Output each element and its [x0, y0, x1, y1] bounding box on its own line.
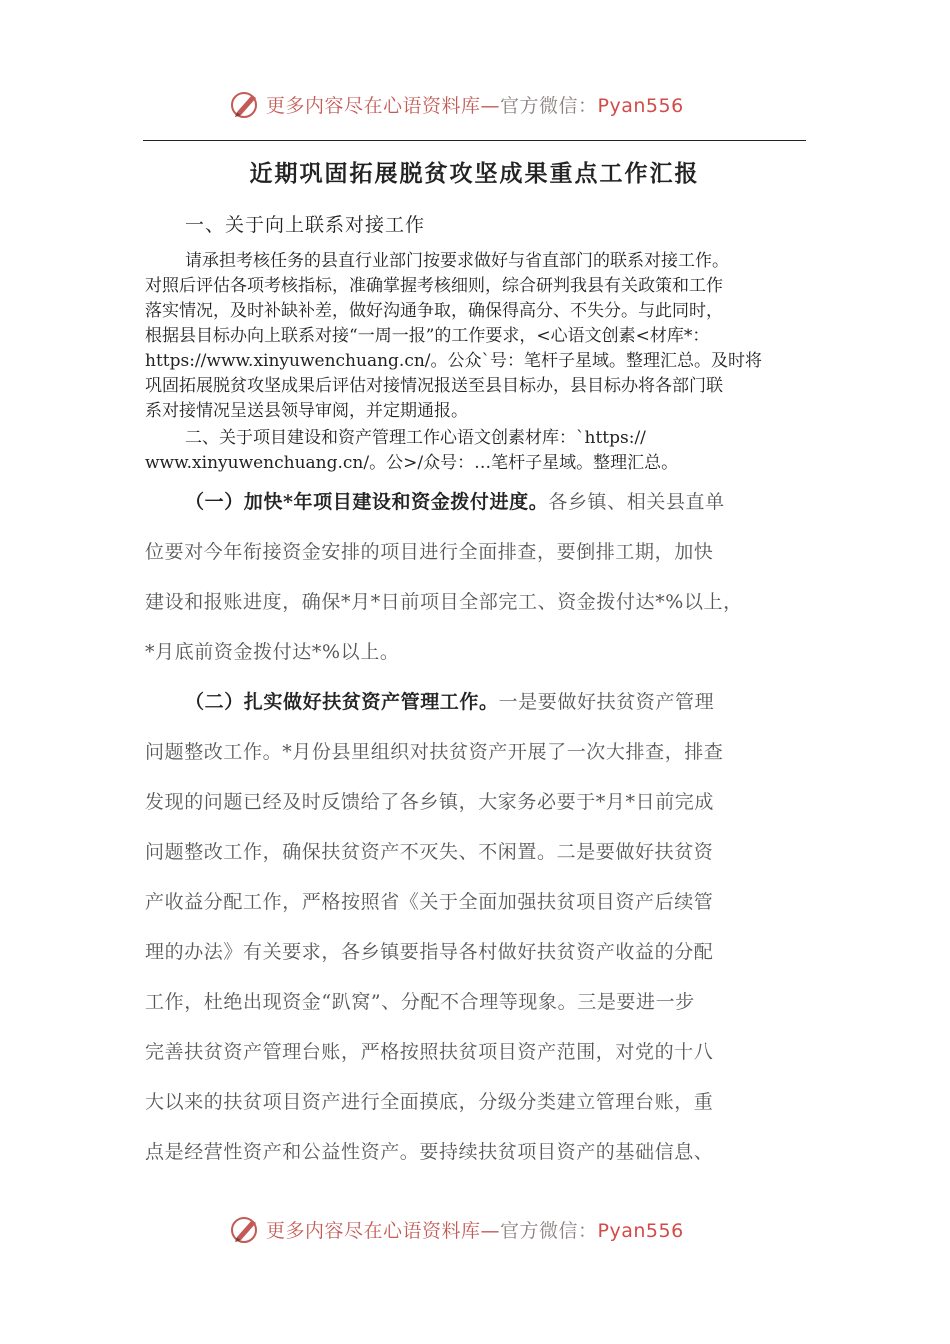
paragraph-line: 位要对今年衔接资金安排的项目进行全面排查，要倒排工期，加快	[145, 541, 714, 563]
header-banner	[228, 86, 684, 122]
paragraph-line: www.xinyuwenchuang.cn/。公>/众号：…笔杆子星域。整理汇总。	[145, 453, 679, 473]
paragraph-line: 理的办法》有关要求，各乡镇要指导各村做好扶贫资产收益的分配	[145, 941, 714, 963]
paragraph-text: 一是要做好扶贫资产管理	[498, 691, 715, 713]
paragraph-line: 二、关于项目建设和资产管理工作心语文创素材库：`https://	[185, 428, 646, 448]
pen-logo-icon	[228, 87, 262, 121]
section-heading-1: 一、关于向上联系对接工作	[185, 214, 426, 236]
paragraph-line: 请承担考核任务的县直行业部门按要求做好与省直部门的联系对接工作。	[185, 251, 729, 271]
paragraph-line: 问题整改工作，确保扶贫资产不灭失、不闲置。二是要做好扶贫资	[145, 841, 714, 863]
paragraph-lead: （二）扎实做好扶贫资产管理工作。	[185, 691, 499, 713]
document-title: 近期巩固拓展脱贫攻坚成果重点工作汇报	[249, 160, 700, 187]
paragraph-text: 各乡镇、相关县直单	[548, 491, 725, 513]
paragraph-line: 完善扶贫资产管理台账，严格按照扶贫项目资产范围，对党的十八	[145, 1041, 714, 1063]
paragraph-line: 巩固拓展脱贫攻坚成果后评估对接情况报送至县目标办，县目标办将各部门联	[145, 376, 723, 396]
paragraph-line: 发现的问题已经及时反馈给了各乡镇，大家务必要于*月*日前完成	[145, 791, 715, 813]
paragraph-line: *月底前资金拨付达*%以上。	[145, 641, 400, 663]
paragraph-line: 工作，杜绝出现资金“趴窝”、分配不合理等现象。三是要进一步	[145, 991, 695, 1013]
paragraph-line: 根据县目标办向上联系对接“一周一报”的工作要求，<心语文创素<材库*：	[145, 326, 710, 346]
paragraph-1	[145, 249, 807, 424]
paragraph-lead: （一）加快*年项目建设和资金拨付进度。	[185, 491, 549, 513]
paragraph-line: 建设和报账进度，确保*月*日前项目全部完工、资金拨付达*%以上，	[145, 591, 743, 613]
pen-logo-icon	[228, 1212, 262, 1246]
banner-text: 更多内容尽在心语资料库—官方微信：Pyan556	[266, 94, 684, 117]
paragraph-4	[145, 677, 807, 1177]
paragraph-line: 落实情况，及时补缺补差，做好沟通争取，确保得高分、不失分。与此同时，	[145, 301, 723, 321]
paragraph-line: 产收益分配工作，严格按照省《关于全面加强扶贫项目资产后续管	[145, 891, 714, 913]
paragraph-line	[145, 477, 807, 527]
paragraph-3	[145, 477, 807, 677]
paragraph-line: 对照后评估各项考核指标，准确掌握考核细则，综合研判我县有关政策和工作	[145, 276, 723, 296]
paragraph-line: 系对接情况呈送县领导审阅，并定期通报。	[145, 401, 468, 421]
footer-banner	[228, 1211, 684, 1247]
header-divider	[143, 140, 806, 141]
paragraph-line	[145, 677, 807, 727]
banner-text: 更多内容尽在心语资料库—官方微信：Pyan556	[266, 1219, 684, 1242]
paragraph-line: 大以来的扶贫项目资产进行全面摸底，分级分类建立管理台账，重	[145, 1091, 714, 1113]
paragraph-line: https://www.xinyuwenchuang.cn/。公众`号：笔杆子星域。整理汇总。及时将	[145, 351, 763, 371]
paragraph-line: 问题整改工作。*月份县里组织对扶贫资产开展了一次大排查，排查	[145, 741, 724, 763]
paragraph-2	[145, 426, 807, 476]
paragraph-line: 点是经营性资产和公益性资产。要持续扶贫项目资产的基础信息、	[145, 1141, 714, 1163]
